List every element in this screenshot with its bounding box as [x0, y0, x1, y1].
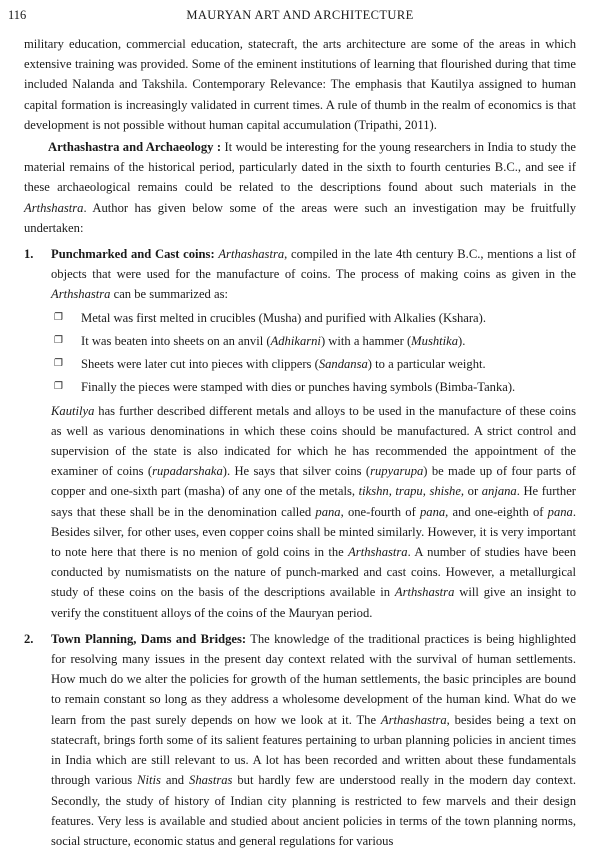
italic-run: Kautilya: [51, 403, 95, 418]
numbered-item-1: [24, 244, 576, 623]
item-body: [51, 244, 576, 623]
text-run: , compiled in the late 4th century B.C., mentions a list of objects that were used for the manufacture of coins. The process of making coins as given in the: [51, 247, 576, 282]
italic-run: Nitis: [137, 773, 161, 788]
italic-run: pana: [315, 504, 341, 519]
italic-run: tikshn, trapu, shishe,: [358, 484, 465, 499]
list-item: [54, 332, 576, 350]
italic-run: Arthshastra: [24, 200, 84, 215]
text-run: can be summarized as:: [110, 287, 228, 302]
italic-run: Arthshastra: [51, 287, 111, 302]
italic-run: Shastras: [189, 773, 233, 788]
italic-run: rupadarshaka: [152, 464, 223, 479]
italic-run: pana: [419, 504, 446, 519]
inline-heading: Arthashastra and Archaeology :: [48, 140, 222, 155]
italic-run: Adhikarni: [270, 333, 321, 348]
item-paragraph: [51, 629, 576, 851]
italic-run: Arthshastra: [348, 545, 408, 560]
text-run: will give an insight to verify the constituent alloys of the coins of the Mauryan period.: [51, 585, 576, 620]
item-number: 1.: [24, 247, 34, 262]
text-run: Metal was first melted in crucibles (Musha) and purified with Alkalies (Kshara).: [81, 310, 486, 325]
text-run: Sheets were later cut into pieces with clippers (: [81, 356, 319, 371]
item-number: 2.: [24, 631, 34, 646]
text-run: ) be made up of four parts of copper and one-sixth part (masha) of any one of the metals,: [51, 464, 576, 499]
box-bullet-icon: ❐: [54, 357, 63, 369]
text-run: ).: [458, 333, 466, 348]
text-run: It was beaten into sheets on an anvil (: [81, 333, 271, 348]
paragraph-intro: military education, commercial education, statecraft, the arts architecture are some of the areas in which extensive training was provided. Some of the eminent institutions of learning that flourished during that time included Nalanda and Takshila. Contemporary Relevance: The emphasis that Kautilya assigned to human capital formation is increasingly validated in current times. A rule of thumb in the realm of economics is that development is not possible without human capital accumulation (Tripathi, 2011).: [24, 37, 576, 132]
item-paragraph: [51, 401, 576, 623]
item-body: [51, 629, 576, 851]
text-run: . He further says that these shall be in the denomination called: [51, 484, 576, 519]
box-bullet-icon: ❐: [54, 334, 63, 346]
list-item: [54, 355, 576, 373]
text-run: . Besides silver, for other uses, even copper coins shall be minted similarly. However, it is very important to note here that there is no menion of gold coins in the: [51, 504, 576, 560]
italic-run: pana: [547, 504, 573, 519]
item-heading: Punchmarked and Cast coins:: [51, 247, 215, 262]
bullet-list: [54, 309, 576, 396]
italic-run: rupyarupa: [370, 464, 424, 479]
item-heading: Town Planning, Dams and Bridges:: [51, 631, 247, 646]
box-bullet-icon: ❐: [54, 380, 63, 392]
italic-run: Arthashastra: [380, 712, 447, 727]
running-title: MAURYAN ART AND ARCHITECTURE: [186, 8, 414, 22]
box-bullet-icon: ❐: [54, 311, 63, 323]
text-run: The knowledge of the traditional practices is being highlighted for resolving many issues in the present day context related with the survival of human settlements. How much do we alter the policies for growth of the human settlements, the basic principles are bound to remain constant so long as they address a wholesome development of the human kind. What do we learn from the past surely depends on how we look at it. The: [51, 631, 576, 727]
italic-run: Mushtika: [411, 333, 459, 348]
text-run: Finally the pieces were stamped with dies or punches having symbols (Bimba-Tanka).: [81, 379, 516, 394]
italic-run: anjana: [481, 484, 517, 499]
text-run: . Author has given below some of the areas were such an investigation may be fruitfully undertaken:: [24, 200, 576, 235]
bullet-text: [81, 378, 576, 396]
page-number: 116: [8, 8, 27, 22]
text-run: or: [464, 484, 482, 499]
numbered-item-2: [24, 629, 576, 851]
text-run: . A number of studies have been conducted by numismatists on the nature of punch-marked and cast coins. However, a metallurgical study of these coins on the basis of the descriptions available in: [51, 545, 577, 600]
text-run: , and one-eighth of: [445, 504, 548, 519]
bullet-text: [81, 355, 576, 373]
item-intro: [51, 244, 576, 305]
text-run: ) with a hammer (: [320, 333, 412, 348]
list-item: [54, 378, 576, 396]
text-run: , one-fourth of: [340, 504, 420, 519]
text-run: has further described different metals and alloys to be used in the manufacture of these coins as well as various denominations in which these coins should be manufactured. A strict control and supervision of the state is also indicated for which he has recommended the appointment of the examiner of coins (: [51, 403, 576, 479]
text-run: but hardly few are understood really in the modern day context. Secondly, the study of history of Indian city planning is restricted to few marvels and their design features. Very less is available and studied about ancient policies in terms of the town planning norms, social structure, economic status and general regulations for various: [51, 773, 576, 848]
list-item: [54, 309, 576, 327]
italic-run: Arthshastra: [394, 585, 455, 600]
text-run: ). He says that silver coins (: [222, 464, 371, 479]
text-run: It would be interesting for the young researchers in India to study the material remains of the historical period, particularly dated in the sixth to fourth centuries B.C., and see if these archaeological remains could be related to the descriptions found about such materials in the: [24, 140, 576, 195]
body-text: [24, 34, 576, 851]
bullet-text: [81, 309, 576, 327]
paragraph-arthashastra-archaeology: [24, 137, 576, 238]
bullet-text: [81, 332, 576, 350]
text-run: ) to a particular weight.: [367, 356, 486, 371]
text-run: and: [160, 773, 190, 788]
italic-run: Arthashastra: [218, 247, 285, 262]
italic-run: Sandansa: [318, 356, 368, 371]
text-run: , besides being a text on statecraft, brings forth some of its salient features pertaining to urban planning policies in ancient times in India which are still relevant to us. A lot has been recorded and written about these fundamentals through various: [51, 712, 576, 788]
page-header: [0, 8, 600, 28]
